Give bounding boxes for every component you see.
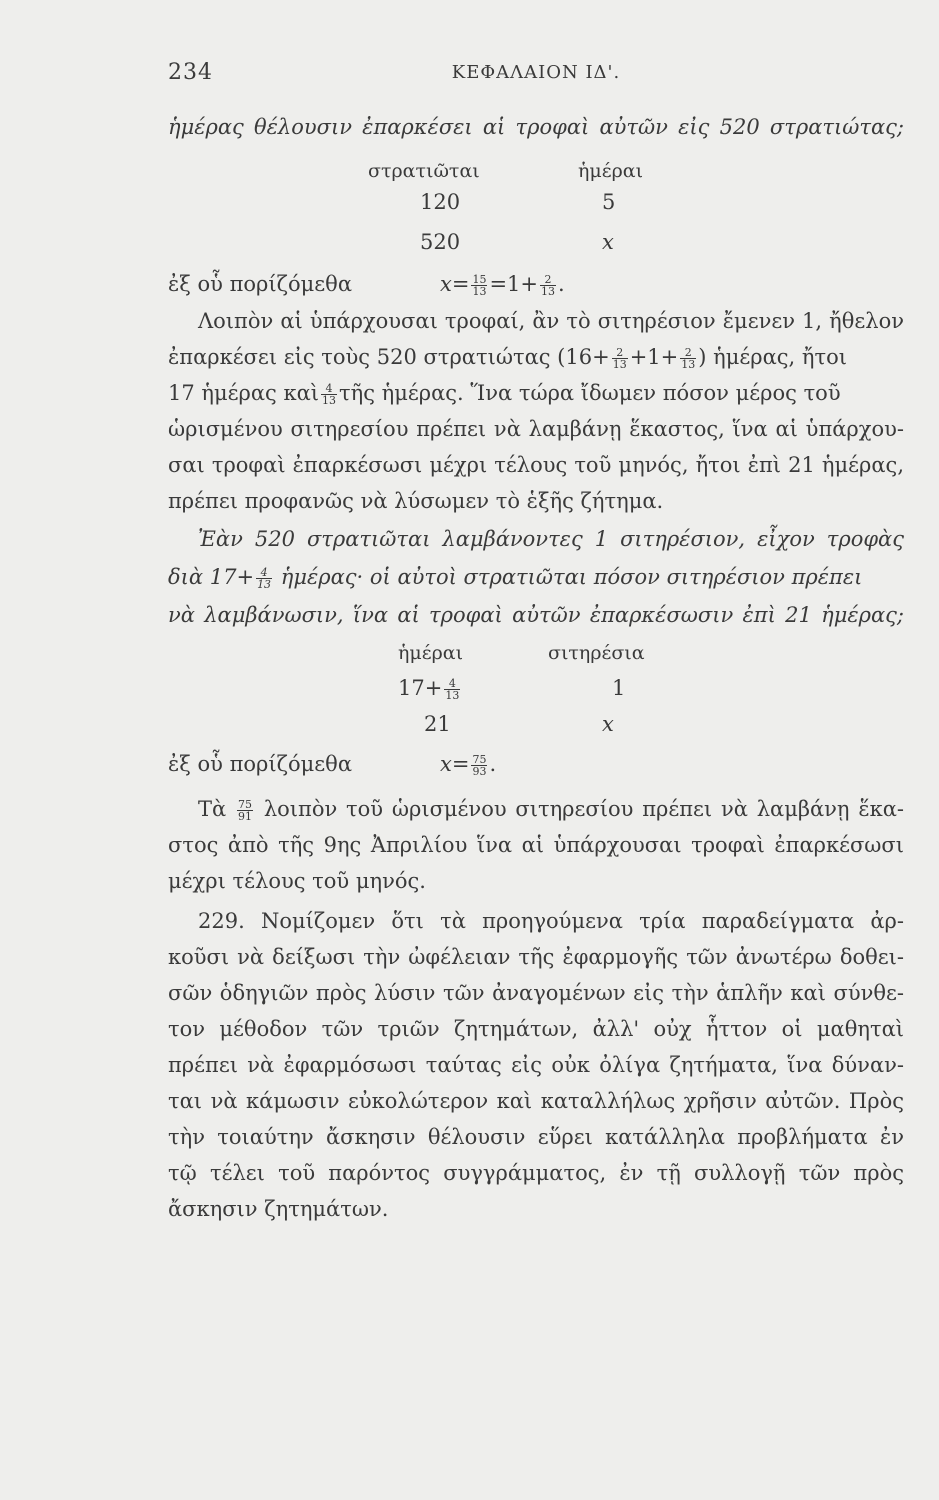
para2-line1: [168, 794, 904, 824]
para2-line3: μέχρι τέλους τοῦ μηνός.: [168, 869, 426, 893]
para1-line5: σαι τροφαὶ ἐπαρκέσωσι μέχρι τέλους τοῦ μηνός, ἤτοι ἐπὶ 21 ἡμέρας,: [168, 453, 904, 477]
para1-line2: [168, 342, 904, 372]
fraction-numerator: 2: [680, 347, 696, 359]
text-run: +1+: [629, 345, 679, 369]
fraction-numerator: 4: [256, 567, 272, 579]
para3-line7: τὴν τοιαύτην ἄσκησιν θέλουσιν εὕρει κατάλληλα προβλήματα ἐν: [168, 1125, 904, 1149]
result-variable: x: [440, 272, 452, 296]
para3-line2: κοῦσι νὰ δείξωσι τὴν ὠφέλειαν τῆς ἐφαρμογῆς τῶν ἀνωτέρω δοθει-: [168, 945, 904, 969]
fraction-numerator: 75: [238, 798, 253, 811]
result-end: .: [558, 272, 565, 296]
problem2-row2-col2: x: [602, 712, 614, 736]
problem1-col2-header: ἡμέραι: [578, 160, 644, 182]
fraction-numerator: 4: [444, 678, 460, 690]
problem1-row1-col1: 120: [420, 190, 461, 214]
text-run: Τὰ: [198, 797, 227, 821]
problem2-row1-col1: [398, 676, 462, 701]
para1-line3: [168, 378, 904, 408]
problem2-result-label: ἐξ οὗ πορίζόμεθα: [168, 752, 352, 776]
page-header: [168, 60, 904, 92]
fraction: [256, 567, 272, 590]
para1-line1: Λοιπὸν αἱ ὑπάρχουσαι τροφαί, ἂν τὸ σιτηρέσιον ἔμενεν 1, ἤθελον: [198, 309, 904, 333]
para3-line5: πρέπει νὰ ἐφαρμόσωσι ταύτας εἰς οὐκ ὀλίγα ζητήματα, ἵνα δύναν-: [168, 1053, 904, 1077]
fraction-numerator: 2: [540, 274, 556, 286]
fraction: [321, 383, 337, 406]
running-title: ΚΕΦΑΛΑΙΟΝ ΙΔ'.: [451, 62, 621, 83]
problem2-col2-header: σιτηρέσια: [548, 642, 645, 664]
problem1-row2-col1: 520: [420, 230, 461, 254]
fraction-denominator: 13: [472, 285, 487, 298]
para3-line9: ἄσκησιν ζητημάτων.: [168, 1197, 389, 1221]
para3-line1: 229. Νομίζομεν ὅτι τὰ προηγούμενα τρία παραδείγματα ἀρ-: [198, 909, 904, 933]
fraction: [444, 678, 460, 701]
fraction: [237, 799, 253, 822]
text-run: 17+: [398, 676, 443, 700]
result-variable: x=: [440, 752, 470, 776]
problem2-line1: Ἐὰν 520 στρατιῶται λαμβάνοντες 1 σιτηρέσιον, εἶχον τροφὰς: [198, 527, 904, 551]
fraction-denominator: 13: [445, 689, 460, 702]
problem2-line3: νὰ λαμβάνωσιν, ἵνα αἱ τροφαὶ αὐτῶν ἐπαρκέσωσιν ἐπὶ 21 ἡμέρας;: [168, 603, 904, 627]
fraction-denominator: 13: [681, 358, 696, 371]
fraction: [612, 347, 628, 370]
text-run: 17 ἡμέρας καὶ: [168, 381, 320, 405]
fraction-numerator: 4: [321, 383, 337, 395]
fraction-denominator: 93: [472, 765, 487, 778]
problem2-row1-col2: 1: [612, 676, 626, 700]
text-run: ἐπαρκέσει εἰς τοὺς 520 στρατιώτας (16+: [168, 345, 610, 369]
fraction-denominator: 13: [541, 285, 556, 298]
result-middle: =1+: [489, 272, 539, 296]
para2-line2: στος ἀπὸ τῆς 9ης Ἀπριλίου ἵνα αἱ ὑπάρχουσαι τροφαὶ ἐπαρκέσωσι: [168, 833, 904, 857]
fraction-numerator: 2: [612, 347, 628, 359]
text-run: ) ἡμέρας, ἤτοι: [698, 345, 847, 369]
problem1-row1-col2: 5: [602, 190, 616, 214]
text-run: διὰ 17+: [168, 565, 255, 589]
fraction: [471, 274, 487, 297]
fraction-denominator: 91: [238, 810, 253, 823]
para3-line6: ται νὰ κάμωσιν εὐκολώτερον καὶ καταλλήλως χρῆσιν αὐτῶν. Πρὸς: [168, 1089, 904, 1113]
fraction-denominator: 13: [257, 578, 272, 591]
para3-line4: τον μέθοδον τῶν τριῶν ζητημάτων, ἀλλ' οὐχ ἧττον οἱ μαθηταὶ: [168, 1017, 904, 1041]
fraction: [540, 274, 556, 297]
result-end: .: [489, 752, 497, 776]
text-run: λοιπὸν τοῦ ὡρισμένου σιτηρεσίου πρέπει νὰ λαμβάνῃ ἕκα-: [263, 797, 904, 821]
fraction: [680, 347, 696, 370]
problem1-question: ἡμέρας θέλουσιν ἐπαρκέσει αἱ τροφαὶ αὐτῶν εἰς 520 στρατιώτας;: [168, 115, 904, 139]
fraction-denominator: 13: [322, 394, 337, 407]
problem1-col1-header: στρατιῶται: [368, 160, 480, 182]
problem2-line2: [168, 562, 904, 592]
para3-line8: τῷ τέλει τοῦ παρόντος συγγράμματος, ἐν τῇ συλλογῇ τῶν πρὸς: [168, 1161, 904, 1185]
fraction-numerator: 15: [472, 273, 487, 286]
page-number: 234: [168, 60, 213, 85]
para1-line4: ὡρισμένου σιτηρεσίου πρέπει νὰ λαμβάνῃ ἕκαστος, ἵνα αἱ ὑπάρχου-: [168, 417, 904, 441]
text-run: ἡμέρας· οἱ αὐτοὶ στρατιῶται πόσον σιτηρέσιον πρέπει: [280, 565, 863, 589]
fraction: [471, 754, 487, 777]
problem2-row2-col1: 21: [424, 712, 451, 736]
problem1-result: x= $\frac{15}{13}$ =1+ $\frac{2}{13}$ .: [440, 272, 565, 298]
problem2-result: [440, 752, 496, 777]
fraction-denominator: 13: [612, 358, 627, 371]
problem1-result-label: ἐξ οὗ πορίζόμεθα: [168, 272, 352, 296]
problem1-row2-col2: x: [602, 230, 614, 254]
para1-line6: πρέπει προφανῶς νὰ λύσωμεν τὸ ἑξῆς ζήτημα.: [168, 489, 664, 513]
para3-line3: σῶν ὁδηγιῶν πρὸς λύσιν τῶν ἀναγομένων εἰς τὴν ἁπλῆν καὶ σύνθε-: [168, 981, 904, 1005]
fraction-numerator: 75: [472, 753, 487, 766]
text-run: τῆς ἡμέρας. Ἵνα τώρα ἴδωμεν πόσον μέρος τοῦ: [339, 381, 841, 405]
problem2-col1-header: ἡμέραι: [398, 642, 464, 664]
